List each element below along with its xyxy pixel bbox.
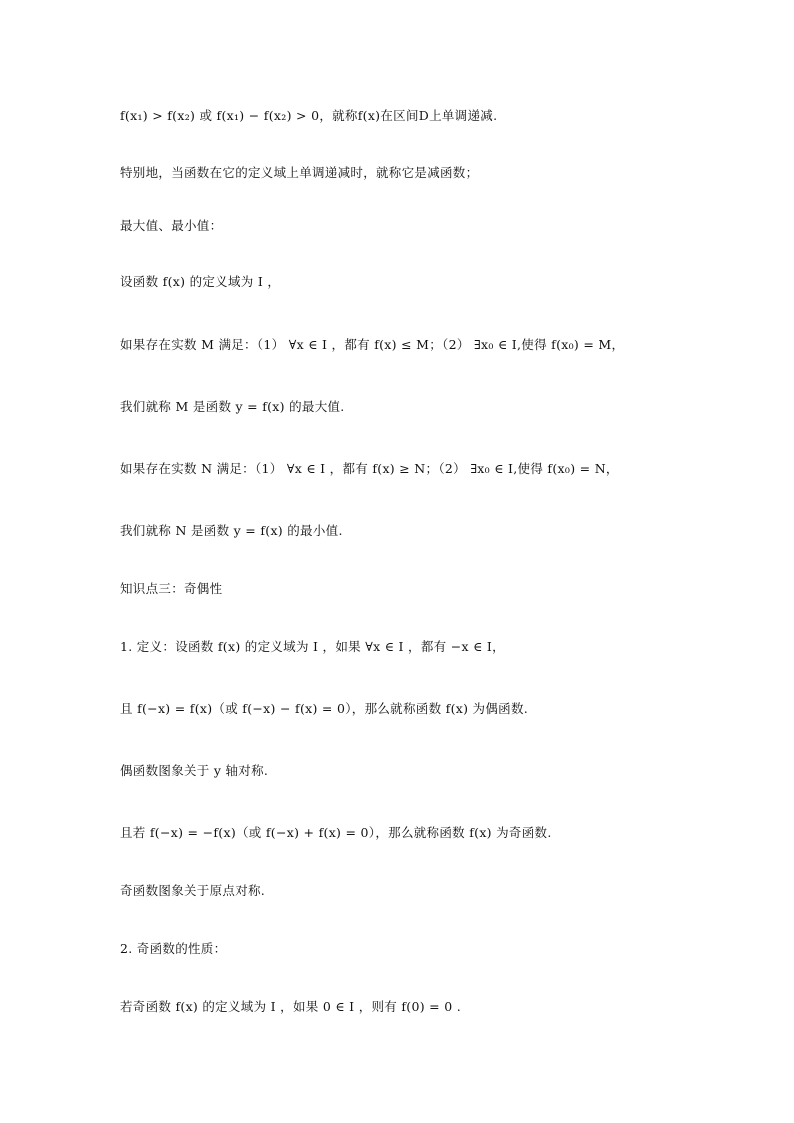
- text-line-parity-definition: 1. 定义：设函数 f(x) 的定义域为 I ，如果 ∀x ∈ I ，都有 −x ∈ I，: [120, 639, 505, 654]
- text-line-odd-symmetry: 奇函数图象关于原点对称.: [120, 883, 266, 898]
- section-heading-parity: 知识点三：奇偶性: [120, 581, 223, 596]
- text-line-domain: 设函数 f(x) 的定义域为 I ，: [120, 274, 281, 289]
- text-line-decreasing-function: 特别地，当函数在它的定义域上单调递减时，就称它是减函数；: [120, 165, 479, 180]
- text-line-max-value: 我们就称 M 是函数 y = f(x) 的最大值.: [120, 399, 345, 414]
- text-line-decreasing-definition: f(x₁) > f(x₂) 或 f(x₁) − f(x₂) > 0，就称f(x)在区间D上单调递减.: [120, 108, 498, 123]
- section-heading-odd-properties: 2. 奇函数的性质：: [120, 941, 227, 956]
- text-line-odd-function: 且若 f(−x) = −f(x)（或 f(−x) + f(x) = 0），那么就称函数 f(x) 为奇函数.: [120, 825, 552, 840]
- text-line-min-value: 我们就称 N 是函数 y = f(x) 的最小值.: [120, 523, 343, 538]
- section-heading-max-min: 最大值、最小值：: [120, 218, 223, 233]
- text-line-max-condition: 如果存在实数 M 满足：（1） ∀x ∈ I ，都有 f(x) ≤ M；（2） ∃x₀ ∈ I,使得 f(x₀) = M，: [120, 337, 625, 352]
- text-line-min-condition: 如果存在实数 N 满足：（1） ∀x ∈ I ，都有 f(x) ≥ N；（2） ∃x₀ ∈ I,使得 f(x₀) = N，: [120, 461, 619, 476]
- text-line-even-function: 且 f(−x) = f(x)（或 f(−x) − f(x) = 0），那么就称函数 f(x) 为偶函数.: [120, 701, 529, 716]
- text-line-odd-property-zero: 若奇函数 f(x) 的定义域为 I ，如果 0 ∈ I ，则有 f(0) = 0 .: [120, 999, 462, 1014]
- text-line-even-symmetry: 偶函数图象关于 y 轴对称.: [120, 763, 269, 778]
